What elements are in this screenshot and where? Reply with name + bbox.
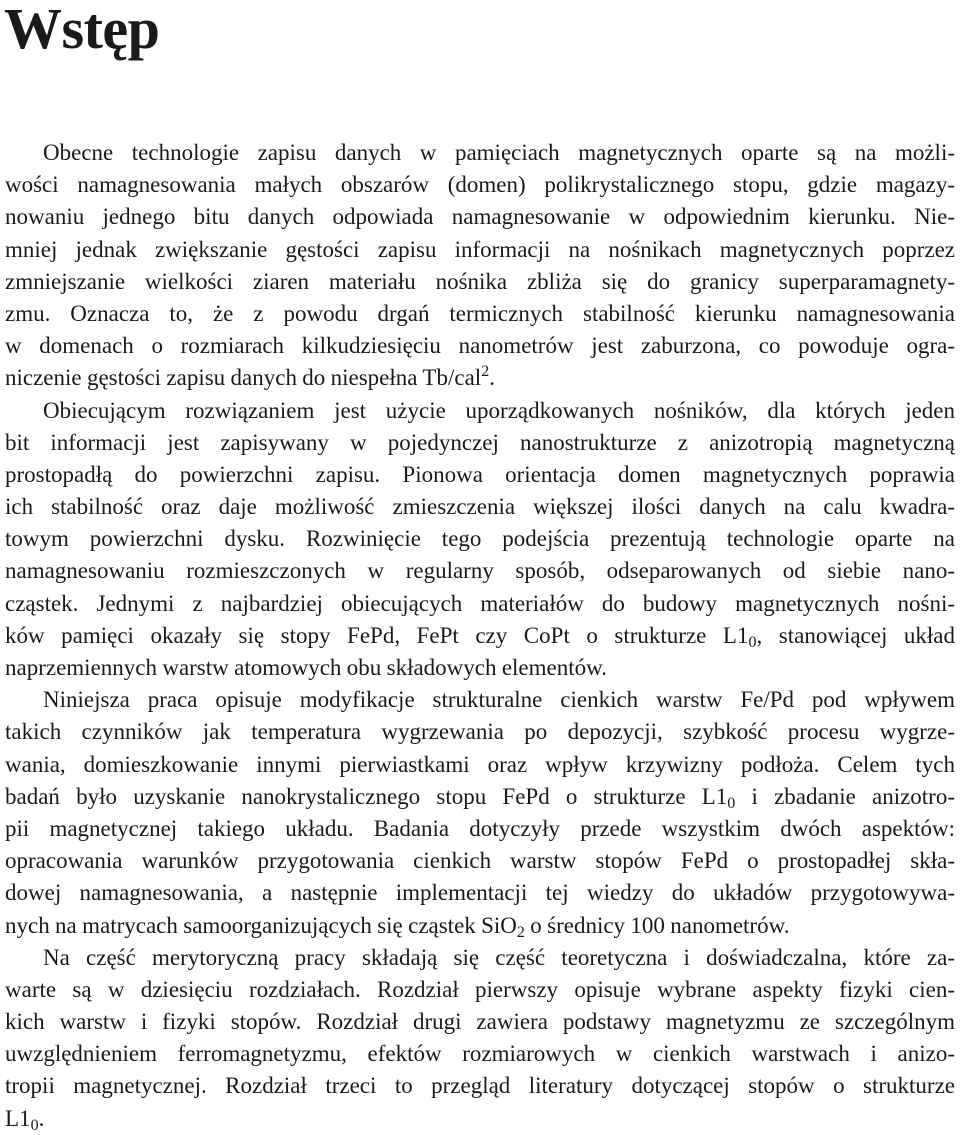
- line-text: tropii magnetycznej. Rozdział trzeci to przegląd literatury dotyczącej stopów o strukturze: [5, 1073, 955, 1099]
- text-line: [5, 942, 955, 974]
- text-line: [5, 169, 955, 201]
- line-text: opracowania warunków przygotowania cienkich warstw stopów FePd o prostopadłej skła-: [5, 848, 955, 874]
- line-text: niczenie gęstości zapisu danych do niespełna Tb/cal: [5, 365, 482, 391]
- text-line: [5, 395, 955, 427]
- line-text: L1: [5, 1105, 31, 1131]
- text-line: [5, 330, 955, 362]
- text-line: [5, 523, 955, 555]
- line-text: bit informacji jest zapisywany w pojedynczej nanostrukturze z anizotropią magnetyczną: [5, 429, 955, 455]
- line-text-tail: i zbadanie anizotro-: [735, 783, 956, 809]
- text-line: [5, 716, 955, 748]
- line-text: wości namagnesowania małych obszarów (domen) polikrystalicznego stopu, gdzie magazy-: [5, 172, 955, 198]
- line-text: naprzemiennych warstw atomowych obu składowych elementów.: [5, 655, 607, 680]
- text-line: [5, 1006, 955, 1038]
- line-text: warte są w dziesięciu rozdziałach. Rozdział pierwszy opisuje wybrane aspekty fizyki cien-: [5, 976, 955, 1002]
- line-text: mniej jednak zwiększanie gęstości zapisu informacji na nośnikach magnetycznych poprzez: [5, 236, 955, 262]
- line-text-tail: .: [38, 1105, 45, 1131]
- line-text: w domenach o rozmiarach kilkudziesięciu nanometrów jest zaburzona, co powoduje ogra-: [5, 333, 955, 359]
- line-text: Obecne technologie zapisu danych w pamięciach magnetycznych oparte są na możli-: [43, 140, 955, 165]
- body-text: [5, 137, 955, 1135]
- line-text-tail: , stanowiącej układ: [756, 622, 955, 648]
- line-text: zmu. Oznacza to, że z powodu drgań termicznych stabilność kierunku namagnesowania: [5, 300, 955, 326]
- subscript: 2: [516, 923, 525, 941]
- text-line: [5, 813, 955, 845]
- text-line: [5, 620, 955, 652]
- line-text: pii magnetycznej takiego układu. Badania dotyczyły przede wszystkim dwóch aspektów:: [5, 815, 955, 841]
- superscript: 2: [481, 363, 490, 381]
- text-line: [5, 234, 955, 266]
- line-text: takich czynników jak temperatura wygrzewania po depozycji, szybkość procesu wygrze-: [5, 719, 955, 745]
- text-line: [5, 845, 955, 877]
- text-line: [5, 137, 955, 169]
- text-line: [5, 652, 955, 684]
- text-line: [5, 910, 955, 942]
- text-line: [5, 1070, 955, 1102]
- line-text: uwzględnieniem ferromagnetyzmu, efektów rozmiarowych w cienkich warstwach i anizo-: [5, 1041, 955, 1067]
- line-text: badań było uzyskanie nanokrystalicznego stopu FePd o strukturze L1: [5, 783, 728, 809]
- text-line: [5, 201, 955, 233]
- text-line: [5, 491, 955, 523]
- text-line: [5, 749, 955, 781]
- text-line: [5, 1038, 955, 1070]
- line-text: zmniejszanie wielkości ziaren materiału nośnika zbliża się do granicy superparamagnety-: [5, 268, 955, 294]
- line-text: prostopadłą do powierzchni zapisu. Pionowa orientacja domen magnetycznych poprawia: [5, 461, 955, 487]
- text-line: [5, 266, 955, 298]
- text-line: [5, 427, 955, 459]
- line-text: cząstek. Jednymi z najbardziej obiecujących materiałów do budowy magnetycznych nośni-: [5, 590, 955, 616]
- text-line: [5, 684, 955, 716]
- text-line: [5, 974, 955, 1006]
- line-text: nowaniu jednego bitu danych odpowiada namagnesowanie w odpowiednim kierunku. Nie-: [5, 204, 955, 230]
- line-text: dowej namagnesowania, a następnie implementacji tej wiedzy do układów przygotowywa-: [5, 880, 955, 906]
- line-text: towym powierzchni dysku. Rozwinięcie tego podejścia prezentują technologie oparte na: [5, 526, 955, 552]
- subscript: 0: [727, 794, 736, 812]
- subscript: 0: [30, 1116, 39, 1134]
- text-line: [5, 459, 955, 491]
- line-text: ków pamięci okazały się stopy FePd, FePt czy CoPt o strukturze L1: [5, 622, 749, 648]
- text-line: [5, 588, 955, 620]
- chapter-heading: Wstęp: [4, 0, 160, 61]
- line-text-tail: .: [489, 365, 495, 391]
- text-line: [5, 362, 955, 394]
- line-text: nych na matrycach samoorganizujących się cząstek SiO: [5, 912, 517, 938]
- line-text: ich stabilność oraz daje możliwość zmieszczenia większej ilości danych na calu kwadra-: [5, 494, 955, 520]
- line-text: Na część merytoryczną pracy składają się część teoretyczna i doświadczalna, które za-: [43, 944, 955, 970]
- text-line: [5, 781, 955, 813]
- text-line: [5, 1103, 955, 1135]
- line-text: namagnesowaniu rozmieszczonych w regularny sposób, odseparowanych od siebie nano-: [5, 558, 955, 584]
- text-line: [5, 555, 955, 587]
- text-line: [5, 877, 955, 909]
- line-text: Obiecującym rozwiązaniem jest użycie uporządkowanych nośników, dla których jeden: [43, 397, 955, 423]
- line-text: Niniejsza praca opisuje modyfikacje strukturalne cienkich warstw Fe/Pd pod wpływem: [43, 687, 955, 713]
- line-text: kich warstw i fizyki stopów. Rozdział drugi zawiera podstawy magnetyzmu ze szczególnym: [5, 1009, 955, 1035]
- line-text-tail: o średnicy 100 nanometrów.: [524, 912, 790, 938]
- subscript: 0: [748, 633, 757, 651]
- text-line: [5, 298, 955, 330]
- line-text: wania, domieszkowanie innymi pierwiastkami oraz wpływ krzywizny podłoża. Celem tych: [5, 751, 955, 777]
